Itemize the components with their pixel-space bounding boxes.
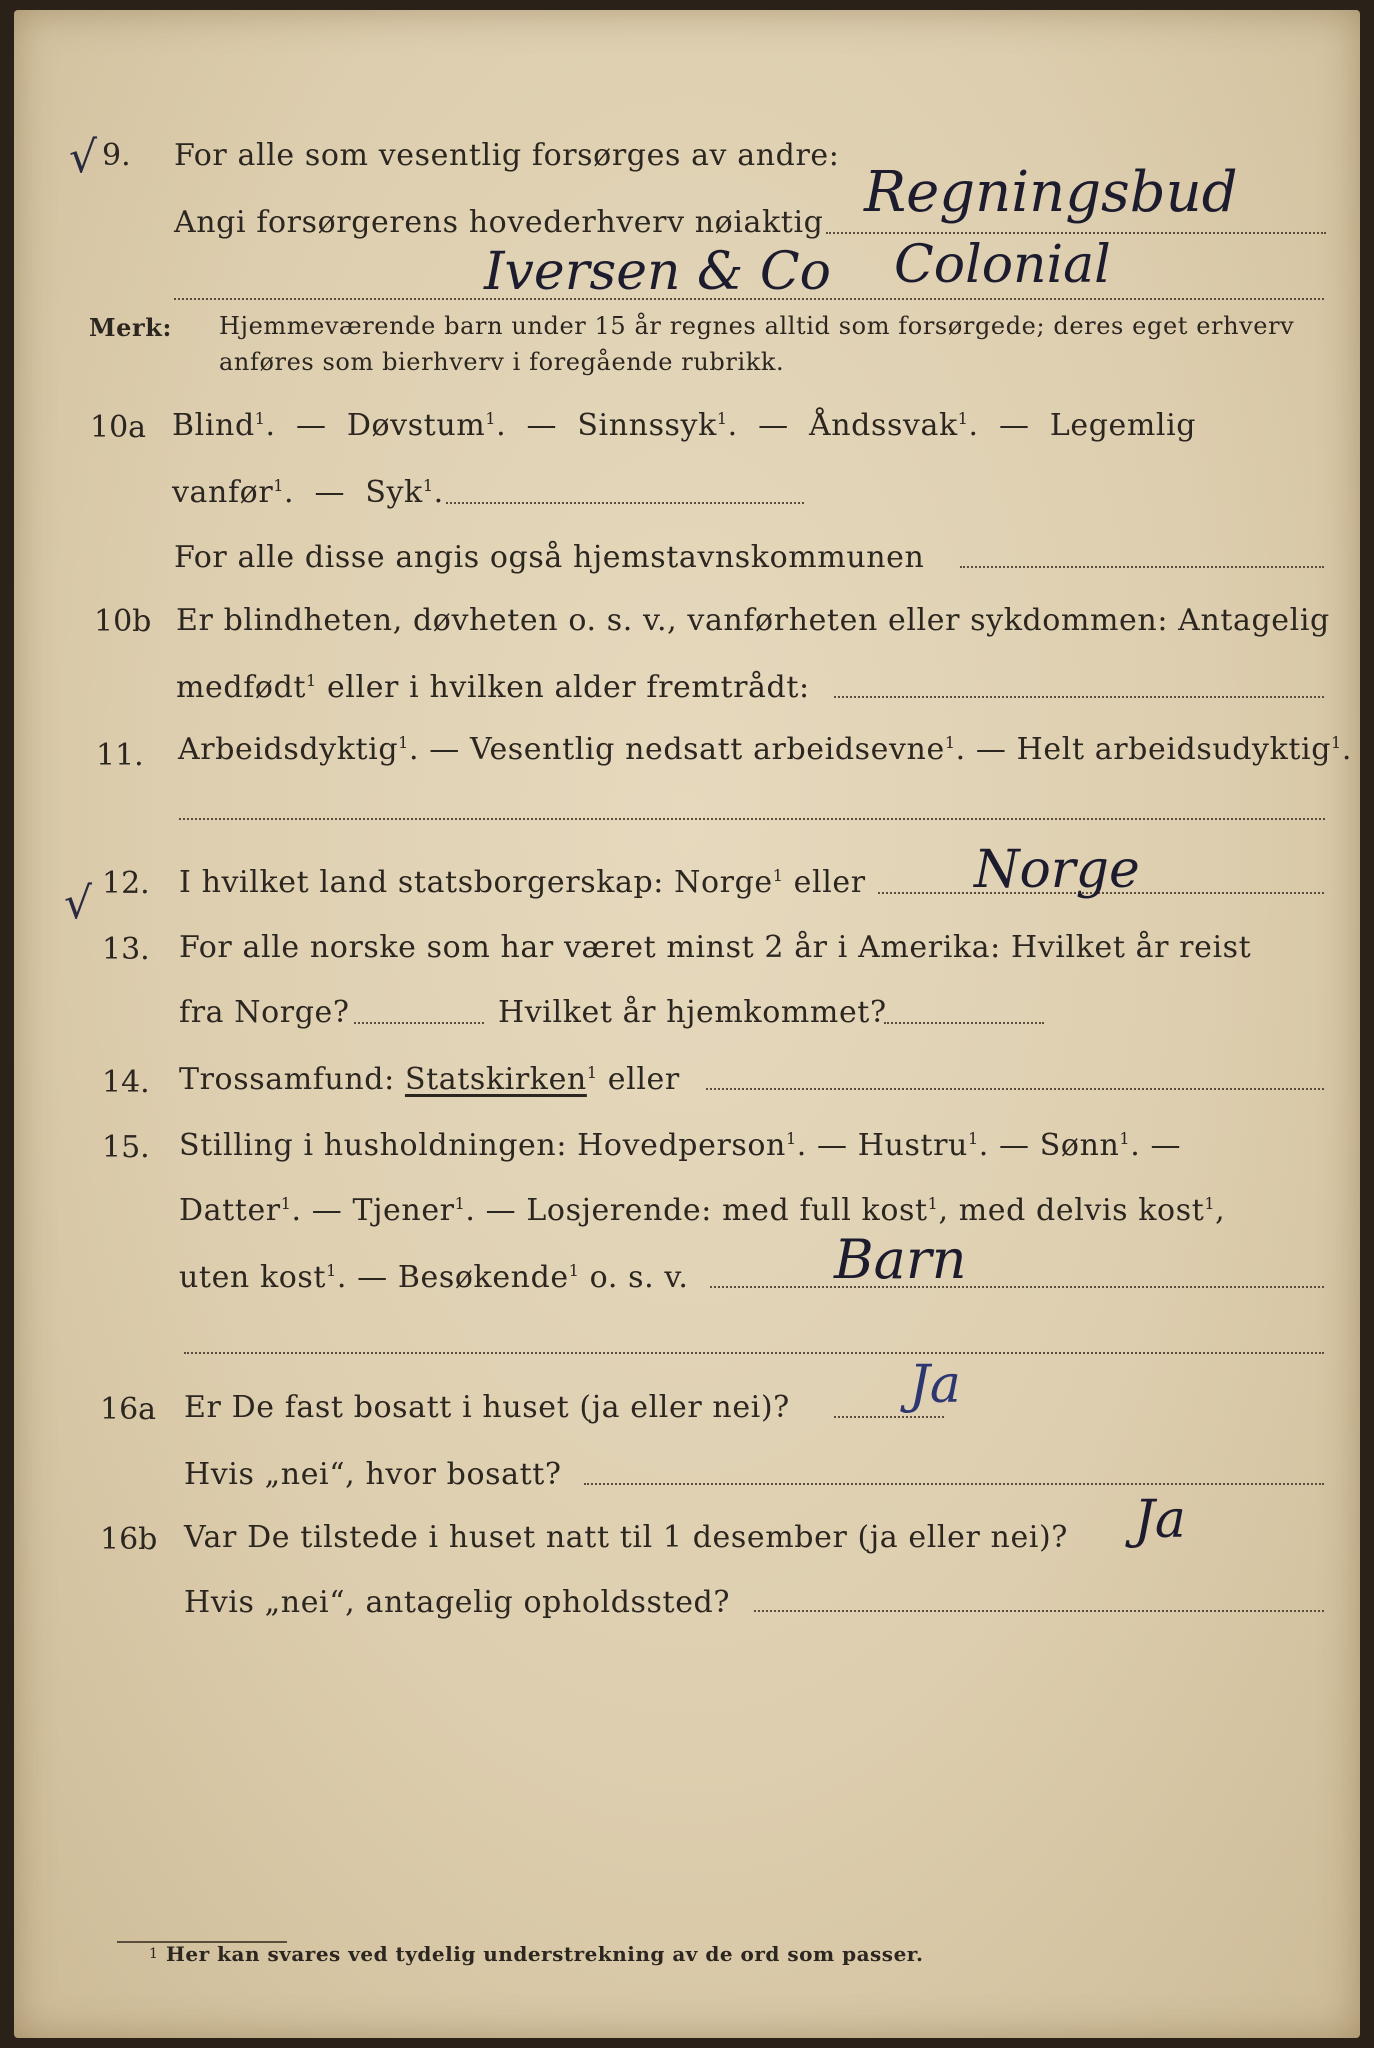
q15-line-3: uten kost$^1$. — Besøkende$^1$ o. s. v. xyxy=(179,1260,689,1295)
note-line-2: anføres som bierhverv i foregående rubrikk. xyxy=(219,348,785,376)
question-number-16a: 16a xyxy=(100,1392,157,1427)
q10a-line-3: For alle disse angis også hjemstavnskommunen xyxy=(174,540,925,575)
q16b-answer-line xyxy=(754,1610,1324,1612)
q13-line-2b: Hvilket år hjemkommet? xyxy=(498,995,887,1030)
q10b-answer-line xyxy=(834,696,1324,698)
q13-answer-line-1 xyxy=(354,1022,484,1024)
question-number-12: 12. xyxy=(102,866,150,901)
footnote-marker: 1 xyxy=(149,1946,158,1962)
q16a-line-2: Hvis „nei“, hvor bosatt? xyxy=(184,1457,562,1492)
q9-answer-line-1 xyxy=(826,232,1326,234)
q13-line-1: For alle norske som har været minst 2 år i Amerika: Hvilket år reist xyxy=(179,930,1252,965)
q9-handwritten-occupation: Regningsbud xyxy=(864,160,1238,225)
q11-line-1: Arbeidsdyktig$^1$. — Vesentlig nedsatt arbeidsevne$^1$. — Helt arbeidsudyktig$^1$. xyxy=(178,732,1352,767)
question-number-9: 9. xyxy=(102,138,131,173)
q9-handwritten-employer: Iversen & Co xyxy=(484,242,831,302)
q10b-line-1: Er blindheten, døvheten o. s. v., vanførheten eller sykdommen: Antagelig xyxy=(176,603,1330,638)
q15-line-1: Stilling i husholdningen: Hovedperson$^1$. — Hustru$^1$. — Sønn$^1$. — xyxy=(179,1128,1182,1163)
q16b-handwritten-answer: Ja xyxy=(1134,1490,1186,1550)
q9-handwritten-trade: Colonial xyxy=(894,235,1111,295)
q10a-line-2: vanfør$^1$. — Syk$^1$. xyxy=(172,475,444,510)
q13-line-2a: fra Norge? xyxy=(179,995,350,1030)
question-number-10b: 10b xyxy=(94,604,152,639)
footnote-text: Her kan svares ved tydelig understrekning av de ord som passer. xyxy=(166,1942,924,1966)
q16a-answer-line-1 xyxy=(834,1416,944,1418)
q9-line-1: For alle som vesentlig forsørges av andre: xyxy=(174,138,840,173)
question-number-14: 14. xyxy=(102,1065,150,1100)
check-mark-9: √ xyxy=(69,132,98,183)
census-form-page xyxy=(14,10,1360,2038)
q11-answer-line xyxy=(179,818,1325,820)
question-number-11: 11. xyxy=(96,738,144,773)
q16a-answer-line-2 xyxy=(584,1483,1324,1485)
q10a-line-1: Blind$^1$. — Døvstum$^1$. — Sinnssyk$^1$. — Åndssvak$^1$. — Legemlig xyxy=(172,408,1197,443)
question-number-16b: 16b xyxy=(100,1522,158,1557)
q16a-line-1: Er De fast bosatt i huset (ja eller nei)? xyxy=(184,1390,790,1425)
question-number-10a: 10a xyxy=(90,410,147,445)
note-line-1: Hjemmeværende barn under 15 år regnes alltid som forsørgede; deres eget erhverv xyxy=(219,312,1295,340)
q10b-line-2: medfødt$^1$ eller i hvilken alder fremtrådt: xyxy=(176,670,810,705)
q15-answer-line xyxy=(710,1286,1324,1288)
q15-answer-line-2 xyxy=(184,1352,1324,1354)
note-label: Merk: xyxy=(89,313,172,342)
q15-handwritten-position: Barn xyxy=(834,1228,967,1291)
question-number-15: 15. xyxy=(102,1130,150,1165)
q16a-handwritten-answer: Ja xyxy=(909,1355,961,1415)
q10a-answer-line-1 xyxy=(446,502,804,504)
q12-line-1: I hvilket land statsborgerskap: Norge$^1$ eller xyxy=(179,865,866,900)
q12-handwritten-country: Norge xyxy=(974,840,1140,900)
q15-line-2: Datter$^1$. — Tjener$^1$. — Losjerende: med full kost$^1$, med delvis kost$^1$, xyxy=(179,1193,1226,1228)
q9-line-2: Angi forsørgerens hovederhverv nøiaktig xyxy=(174,205,824,240)
q14-line-1: Trossamfund: Statskirken$^1$ eller xyxy=(179,1062,680,1097)
q16b-line-2: Hvis „nei“, antagelig opholdssted? xyxy=(184,1585,731,1620)
q16b-line-1: Var De tilstede i huset natt til 1 desember (ja eller nei)? xyxy=(184,1520,1068,1555)
check-mark-12: √ xyxy=(64,878,93,929)
q13-answer-line-2 xyxy=(884,1022,1044,1024)
question-number-13: 13. xyxy=(102,932,150,967)
q14-answer-line xyxy=(706,1088,1324,1090)
q10a-answer-line-2 xyxy=(960,566,1324,568)
